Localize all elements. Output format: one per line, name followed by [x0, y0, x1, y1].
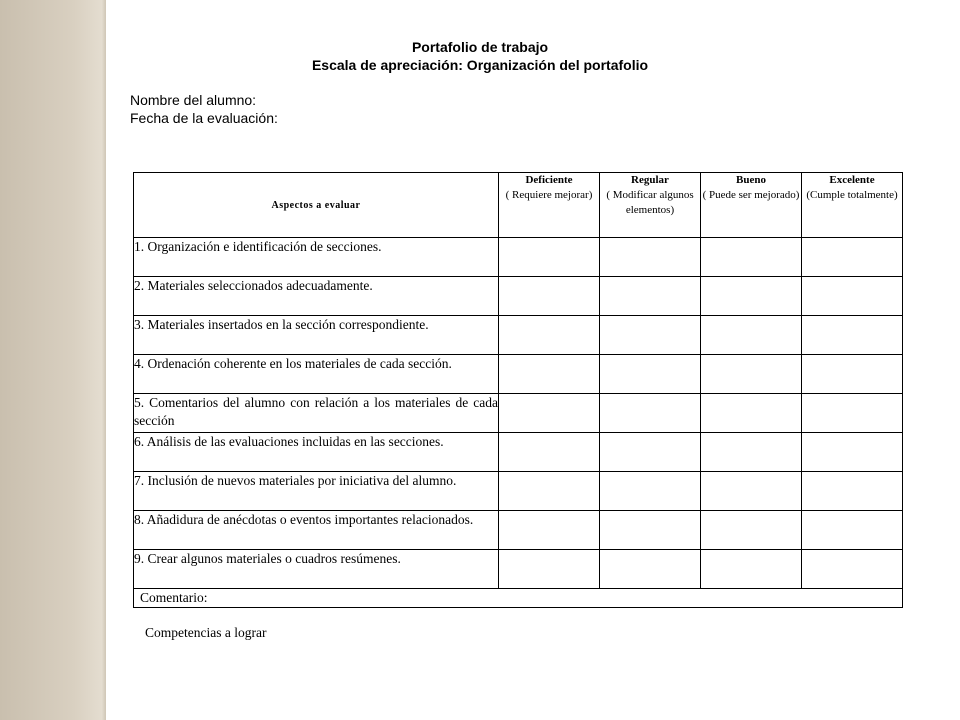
level-description: ( Modificar algunos elementos) — [606, 189, 694, 216]
criterion-text: 2. Materiales seleccionados adecuadamente. — [134, 277, 499, 316]
rating-cell-bueno[interactable] — [701, 550, 802, 589]
rating-cell-excelente[interactable] — [802, 277, 903, 316]
aspects-header: Aspectos a evaluar — [134, 173, 499, 238]
rating-cell-bueno[interactable] — [701, 433, 802, 472]
rating-cell-regular[interactable] — [600, 238, 701, 277]
document-title: Portafolio de trabajo — [411, 39, 549, 55]
rating-cell-bueno[interactable] — [701, 316, 802, 355]
rating-cell-excelente[interactable] — [802, 511, 903, 550]
rating-cell-regular[interactable] — [600, 433, 701, 472]
comment-row — [134, 589, 903, 608]
rating-cell-regular[interactable] — [600, 472, 701, 511]
criterion-row — [134, 277, 903, 316]
level-header-regular — [600, 173, 701, 238]
criterion-row — [134, 355, 903, 394]
rating-cell-deficiente[interactable] — [499, 277, 600, 316]
criterion-row — [134, 433, 903, 472]
rating-cell-deficiente[interactable] — [499, 355, 600, 394]
rating-cell-bueno[interactable] — [701, 355, 802, 394]
rating-cell-bueno[interactable] — [701, 394, 802, 433]
rating-cell-regular[interactable] — [600, 277, 701, 316]
rating-cell-bueno[interactable] — [701, 511, 802, 550]
criterion-row — [134, 511, 903, 550]
criterion-text: 4. Ordenación coherente en los materiales de cada sección. — [134, 355, 499, 394]
rubric-table — [133, 172, 903, 608]
rating-cell-deficiente[interactable] — [499, 394, 600, 433]
document-header — [180, 38, 780, 74]
rating-cell-excelente[interactable] — [802, 316, 903, 355]
decorative-side-band — [0, 0, 106, 720]
level-header-excelente — [802, 173, 903, 238]
criterion-row — [134, 238, 903, 277]
rating-cell-regular[interactable] — [600, 511, 701, 550]
level-header-bueno — [701, 173, 802, 238]
criterion-text: 7. Inclusión de nuevos materiales por iniciativa del alumno. — [134, 472, 499, 511]
rating-cell-deficiente[interactable] — [499, 433, 600, 472]
student-name-label: Nombre del alumno: — [130, 92, 257, 108]
level-description: ( Requiere mejorar) — [505, 189, 593, 201]
rating-cell-bueno[interactable] — [701, 238, 802, 277]
rating-cell-deficiente[interactable] — [499, 511, 600, 550]
criterion-text: 9. Crear algunos materiales o cuadros resúmenes. — [134, 550, 499, 589]
rating-cell-excelente[interactable] — [802, 550, 903, 589]
rating-cell-regular[interactable] — [600, 394, 701, 433]
level-description: ( Puede ser mejorado) — [702, 189, 800, 201]
rating-cell-deficiente[interactable] — [499, 238, 600, 277]
level-name: Excelente — [829, 174, 875, 186]
rating-cell-excelente[interactable] — [802, 394, 903, 433]
criterion-text: 8. Añadidura de anécdotas o eventos importantes relacionados. — [134, 511, 499, 550]
criterion-text: 6. Análisis de las evaluaciones incluidas en las secciones. — [134, 433, 499, 472]
rating-cell-deficiente[interactable] — [499, 550, 600, 589]
rating-cell-excelente[interactable] — [802, 433, 903, 472]
competencies-label: Competencias a lograr — [145, 625, 267, 640]
criterion-text: 5. Comentarios del alumno con relación a los materiales de cada sección — [134, 394, 499, 433]
rating-cell-deficiente[interactable] — [499, 472, 600, 511]
criterion-row — [134, 394, 903, 433]
criterion-row — [134, 316, 903, 355]
level-description: (Cumple totalmente) — [806, 189, 898, 201]
rating-cell-excelente[interactable] — [802, 355, 903, 394]
criterion-row — [134, 550, 903, 589]
rating-cell-bueno[interactable] — [701, 472, 802, 511]
criterion-row — [134, 472, 903, 511]
criterion-text: 3. Materiales insertados en la sección correspondiente. — [134, 316, 499, 355]
criterion-text: 1. Organización e identificación de secciones. — [134, 238, 499, 277]
level-name: Deficiente — [525, 174, 573, 186]
level-name: Bueno — [736, 174, 766, 186]
evaluation-date-label: Fecha de la evaluación: — [130, 110, 278, 126]
rating-cell-regular[interactable] — [600, 355, 701, 394]
rating-cell-bueno[interactable] — [701, 277, 802, 316]
comment-cell[interactable]: Comentario: — [134, 589, 903, 608]
level-header-deficiente — [499, 173, 600, 238]
rating-cell-excelente[interactable] — [802, 472, 903, 511]
rating-cell-regular[interactable] — [600, 550, 701, 589]
rating-cell-excelente[interactable] — [802, 238, 903, 277]
rating-cell-deficiente[interactable] — [499, 316, 600, 355]
document-subtitle: Escala de apreciación: Organización del portafolio — [311, 57, 649, 73]
level-name: Regular — [631, 174, 669, 186]
rating-cell-regular[interactable] — [600, 316, 701, 355]
rubric-header-row — [134, 173, 903, 238]
